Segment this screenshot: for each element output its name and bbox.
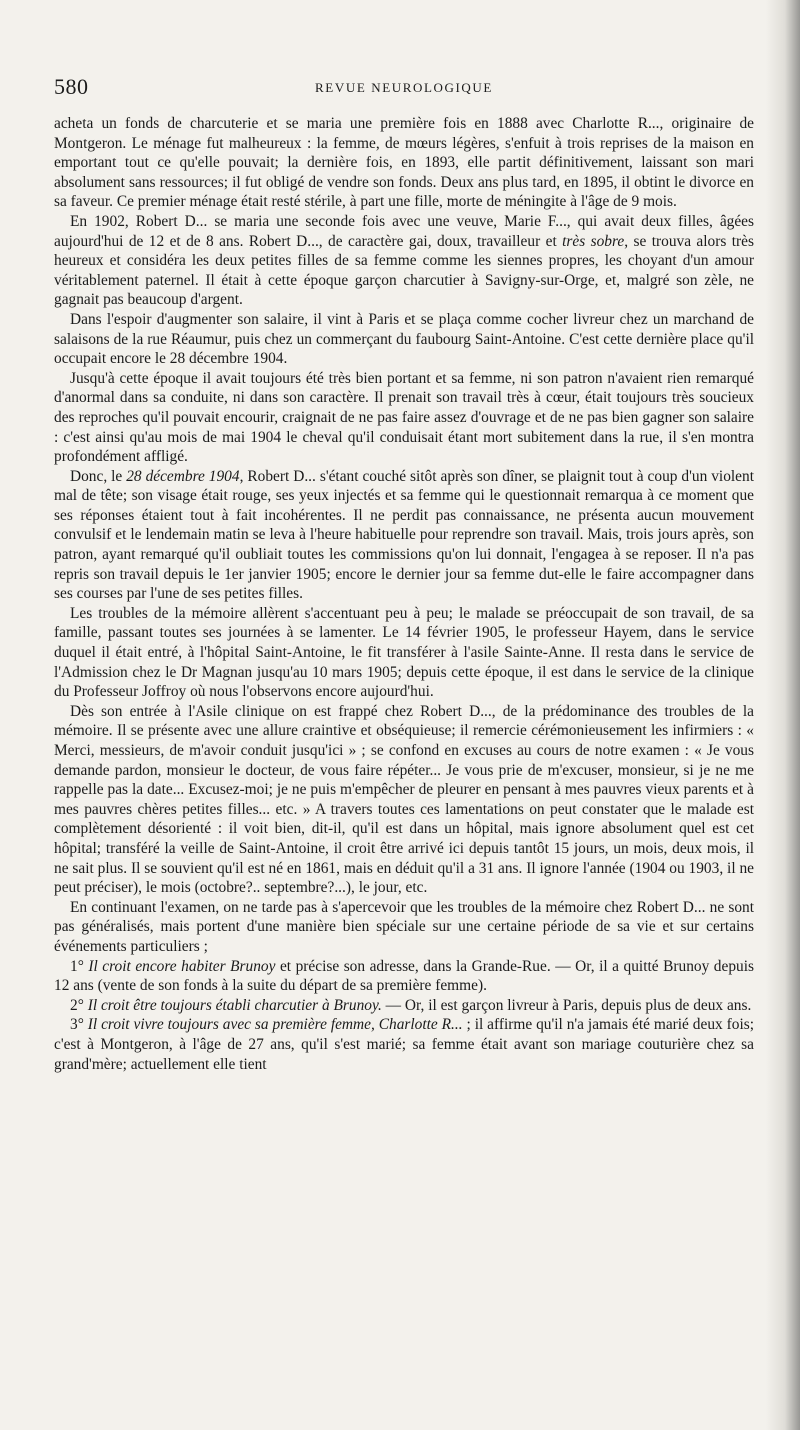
- italic-text: Il croit être toujours établi charcutier à Brunoy.: [87, 996, 382, 1014]
- text-run: , Robert D... s'étant couché sitôt après son dîner, se plaignit tout à coup d'un violent mal de tête; son visage était rouge, ses yeux injectés et sa femme qui le questionnait remarqua à ce moment que ses réponses étaient tout à fait incohérentes. Il ne perdit pas connaissance, ne présenta aucun mouvement convulsif et le lendemain matin se leva à l'heure habituelle pour reprendre son travail. Mais, trois jours après, son patron, ayant remarqué qu'il oubliait toutes les commissions qu'on lui donnait, l'engagea à se reposer. Il n'a pas repris son travail depuis le 1er janvier 1905; encore le dernier jour sa femme dut-elle le faire accompagner dans ses courses par l'une de ses petites filles.: [54, 467, 754, 603]
- italic-text: 28 décembre 1904: [126, 467, 240, 485]
- paragraph: [54, 467, 754, 604]
- text-run: ; il affirme qu'il n'a jamais été marié deux fois; c'est à Montgeron, à l'âge de 27 ans, qu'il s'est marié; sa femme était avant son mariage couturière chez sa grand'mère; actuellement elle tient: [54, 1016, 754, 1073]
- text-run: 3°: [70, 1016, 88, 1034]
- page-edge-shadow: [766, 0, 800, 1430]
- italic-text: Il croit vivre toujours avec sa première femme, Charlotte R...: [87, 1016, 463, 1034]
- text-run: Dès son entrée à l'Asile clinique on est frappé chez Robert D..., de la prédominance des troubles de la mémoire. Il se présente avec une allure craintive et obséquieuse; il remercie cérémonieusement les infirmiers : « Merci, messieurs, de m'avoir conduit jusqu'ici » ; se confond en excuses au cours de notre examen : « Je vous demande pardon, monsieur le docteur, de vous faire répéter... Je vous prie de m'excuser, monsieur, si je ne me rappelle pas la date... Excusez-moi; je ne puis m'empêcher de pleurer en pensant à mes pauvres vieux parents et à mes pauvres chères petites filles... etc. » A travers toutes ces lamentations on peut constater que le malade est complètement désorienté : il voit bien, dit-il, qu'il est dans un hôpital, mais ignore absolument quel est cet hôpital; transféré la veille de Saint-Antoine, il croit être arrivé ici depuis tantôt 15 jours, un mois, deux mois, il ne sait plus. Il se souvient qu'il est né en 1861, mais en déduit qu'il a 31 ans. Il ignore l'année (1904 ou 1903, il ne peut préciser), le mois (octobre?.. septembre?...), le jour, etc.: [54, 702, 754, 897]
- page-number: 580: [54, 74, 89, 99]
- paragraph: [54, 604, 754, 702]
- text-run: Donc, le: [70, 467, 127, 485]
- italic-text: très sobre: [562, 232, 625, 250]
- body-text: [54, 114, 754, 1074]
- text-run: Jusqu'à cette époque il avait toujours été très bien portant et sa femme, ni son patron n'avaient rien remarqué d'anormal dans sa conduite, ni dans son caractère. Il prenait son travail très à cœur, était toujours très soucieux des reproches qu'il pouvait encourir, craignait de ne pas faire assez d'ouvrage et de ne pas bien gagner son salaire : c'est ainsi qu'au mois de mai 1904 le cheval qu'il conduisait étant mort subitement dans la rue, il s'en montra profondément affligé.: [54, 369, 754, 466]
- italic-text: Il croit encore habiter Brunoy: [88, 957, 276, 975]
- text-run: 2°: [70, 996, 88, 1014]
- paragraph: [54, 702, 754, 898]
- text-run: En 1902, Robert D... se maria une seconde fois avec une veuve, Marie F..., qui avait deux filles, âgées aujourd'hui de 12 et de 8 ans. Robert D..., de caractère gai, doux, travailleur et: [54, 212, 754, 250]
- running-title: REVUE NEUROLOGIQUE: [315, 80, 493, 95]
- text-run: et précise son adresse, dans la Grande-Rue. — Or, il a quitté Brunoy depuis 12 ans (vente de son fonds à la suite du départ de sa première femme).: [54, 957, 754, 995]
- paragraph: [54, 996, 754, 1016]
- text-run: acheta un fonds de charcuterie et se maria une première fois en 1888 avec Charlotte R..., originaire de Montgeron. Le ménage fut malheureux : la femme, de mœurs légères, s'enfuit à trois reprises de la maison en emportant tout ce qu'elle pouvait; la dernière fois, en 1893, elle partit définitivement, laissant son mari absolument sans ressources; il fut obligé de vendre son fonds. Deux ans plus tard, en 1895, il obtint le divorce en sa faveur. Ce premier ménage était resté stérile, à part une fille, morte de méningite à l'âge de 9 mois.: [54, 115, 754, 211]
- text-run: En continuant l'examen, on ne tarde pas à s'apercevoir que les troubles de la mémoire chez Robert D... ne sont pas généralisés, mais portent d'une manière bien spéciale sur une certaine période de sa vie et sur certains événements particuliers ;: [54, 898, 754, 955]
- page-header: [54, 74, 754, 102]
- text-run: 1°: [70, 957, 89, 975]
- text-run: — Or, il est garçon livreur à Paris, depuis plus de deux ans.: [381, 996, 752, 1014]
- paragraph: [54, 310, 754, 369]
- text-run: , se trouva alors très heureux et considéra les deux petites filles de sa femme comme les siennes propres, les choyant d'un amour véritablement paternel. Il était à cette époque garçon charcutier à Savigny-sur-Orge, et, malgré son zèle, ne gagnait pas beaucoup d'argent.: [54, 232, 754, 309]
- paragraph: [54, 369, 754, 467]
- paragraph: [54, 114, 754, 212]
- paragraph: [54, 957, 754, 996]
- paragraph: [54, 898, 754, 957]
- paragraph: [54, 1015, 754, 1074]
- text-run: Dans l'espoir d'augmenter son salaire, il vint à Paris et se plaça comme cocher livreur chez un marchand de salaisons de la rue Réaumur, puis chez un commerçant du faubourg Saint-Antoine. C'est cette dernière place qu'il occupait encore le 28 décembre 1904.: [54, 310, 754, 368]
- text-run: Les troubles de la mémoire allèrent s'accentuant peu à peu; le malade se préoccupait de son travail, de sa famille, passant toutes ses journées à se lamenter. Le 14 février 1905, le professeur Hayem, dans le service duquel il était entré, à l'hôpital Saint-Antoine, le fit transférer à l'asile Sainte-Anne. Il resta dans le service de l'Admission chez le Dr Magnan jusqu'au 10 mars 1905; depuis cette époque, il est dans le service de la clinique du Professeur Joffroy où nous l'observons encore aujourd'hui.: [54, 604, 754, 701]
- paragraph: [54, 212, 754, 310]
